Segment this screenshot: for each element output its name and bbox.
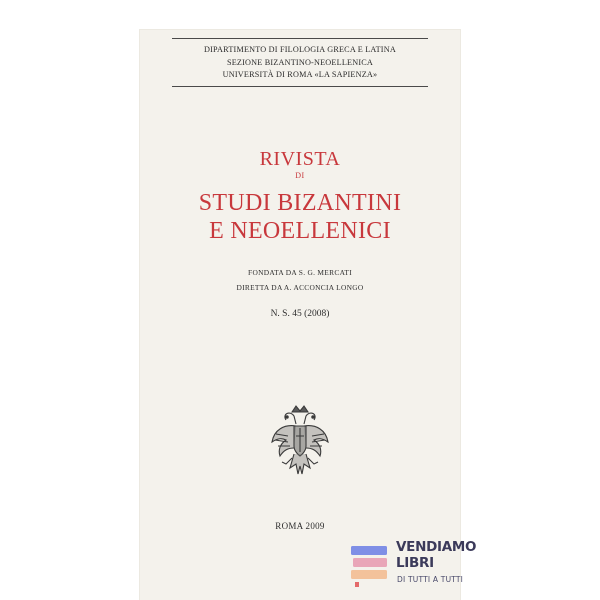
title-line-4: E NEOELLENICI <box>209 218 391 244</box>
title-line-3: STUDI BIZANTINI <box>198 190 402 216</box>
book-stack-icon <box>349 536 391 588</box>
title-line-2: DI <box>295 171 305 180</box>
double-headed-eagle-icon <box>268 402 332 484</box>
institution-block <box>172 44 428 82</box>
badge-line-2: LIBRI <box>396 555 434 571</box>
book-cover <box>140 30 460 600</box>
seller-badge <box>349 536 484 592</box>
institution-line: UNIVERSITÀ DI ROMA «LA SAPIENZA» <box>222 70 378 79</box>
founder-credit: FONDATA DA S. G. MERCATI <box>248 268 352 277</box>
issue-number: N. S. 45 (2008) <box>270 309 330 319</box>
institution-line: DIPARTIMENTO DI FILOLOGIA GRECA E LATINA <box>204 45 396 54</box>
bottom-rule <box>172 86 428 87</box>
top-rule <box>172 38 428 39</box>
badge-tagline: DI TUTTI A TUTTI <box>397 575 464 584</box>
badge-line-1: VENDIAMO <box>396 539 477 555</box>
title-line-1: RIVISTA <box>259 148 341 170</box>
imprint: ROMA 2009 <box>275 521 325 531</box>
institution-line: SEZIONE BIZANTINO-NEOELLENICA <box>226 57 374 67</box>
director-credit: DIRETTA DA A. ACCONCIA LONGO <box>236 283 364 292</box>
